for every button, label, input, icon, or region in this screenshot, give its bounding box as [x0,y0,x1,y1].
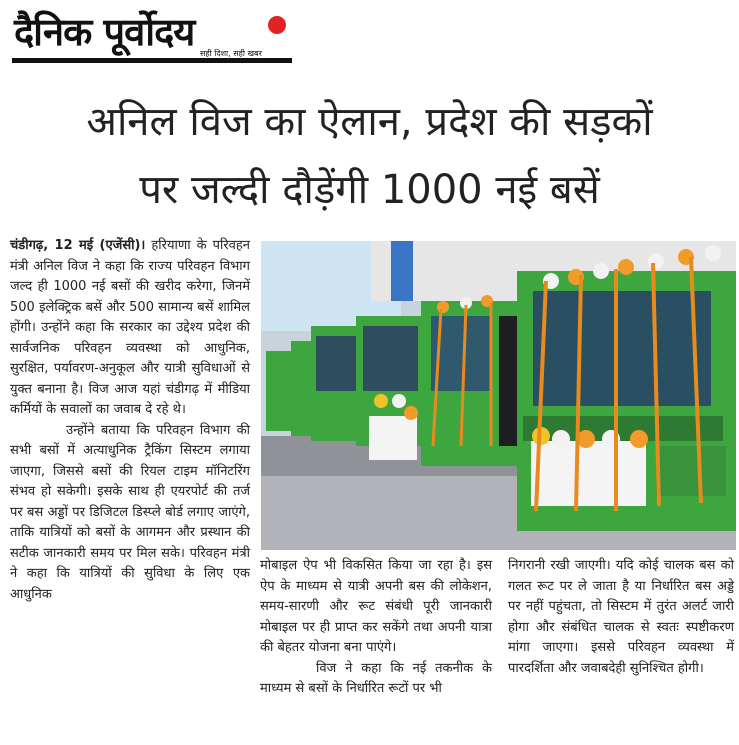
newspaper-tagline: सही दिशा, सही खबर [200,49,262,58]
paragraph-2: उन्होंने बताया कि परिवहन विभाग की सभी बसों में अत्याधुनिक ट्रैकिंग सिस्टम लगाया जाएगा, जिससे बसों की रियल टाइम मॉनिटरिंग संभव हो सकेगी। इसके साथ ही एयरपोर्ट की तर्ज पर बस अड्डों पर डिजिटल डिस्प्ले बोर्ड लगाए जाएंगे, ताकि यात्रियों को बसों के आगमन और प्रस्थान की सटीक जानकारी समय पर मिल सके। परिवहन मंत्री ने कहा कि यात्रियों की सुविधा के लिए एक आधुनिक [10,422,250,602]
paragraph-4: विज ने कहा कि नई तकनीक के माध्यम से बसों के निर्धारित रूटों पर भी [260,660,492,696]
article-column-2 [260,556,492,700]
article-column-3 [508,556,734,679]
logo-dot-icon [268,16,286,34]
article-column-1 [10,236,250,605]
paragraph-5: निगरानी रखी जाएगी। यदि कोई चालक बस को गलत रूट पर ले जाता है या निर्धारित बस अड्डे पर नहीं पहुंचता, तो सिस्टम में तुरंत अलर्ट जारी होगा और संबंधित चालक से स्वतः स्पष्टीकरण मांगा जाएगा। इससे परिवहन व्यवस्था में पारदर्शिता और जवाबदेही सुनिश्चित होगी। [508,558,734,676]
newspaper-title: दैनिक पूर्वोदय [14,10,195,54]
headline-line-1: अनिल विज का ऐलान, प्रदेश की सड़कों [86,99,653,145]
headline-line-2: पर जल्दी दौड़ेंगी 1000 नई बसें [139,167,600,213]
paragraph-3: मोबाइल ऐप भी विकसित किया जा रहा है। इस ऐप के माध्यम से यात्री अपनी बस की लोकेशन, समय-सारणी और रूट संबंधी पूरी जानकारी मोबाइल पर ही प्राप्त कर सकेंगे तथा अपनी यात्रा की बेहतर योजना बना पाएंगे। [260,558,492,655]
dateline: चंडीगढ़, 12 मई (एजेंसी)। [10,238,146,253]
masthead [12,6,292,70]
decorated-buses-photo [261,241,736,550]
paragraph-1: हरियाणा के परिवहन मंत्री अनिल विज ने कहा कि राज्य परिवहन विभाग जल्द ही 1000 नई बसों की खरीद करेगा, जिनमें 500 इलेक्ट्रिक बसें और 500 सामान्य बसें शामिल होंगी। उन्होंने कहा कि सरकार का उद्देश्य प्रदेश की सार्वजनिक परिवहन व्यवस्था को आधुनिक, सुरक्षित, पर्यावरण-अनुकूल और यात्री सुविधाओं से युक्त बनाना है। विज आज यहां चंडीगढ़ में मीडिया कर्मियों के सवालों का जवाब दे रहे थे। [10,238,250,417]
